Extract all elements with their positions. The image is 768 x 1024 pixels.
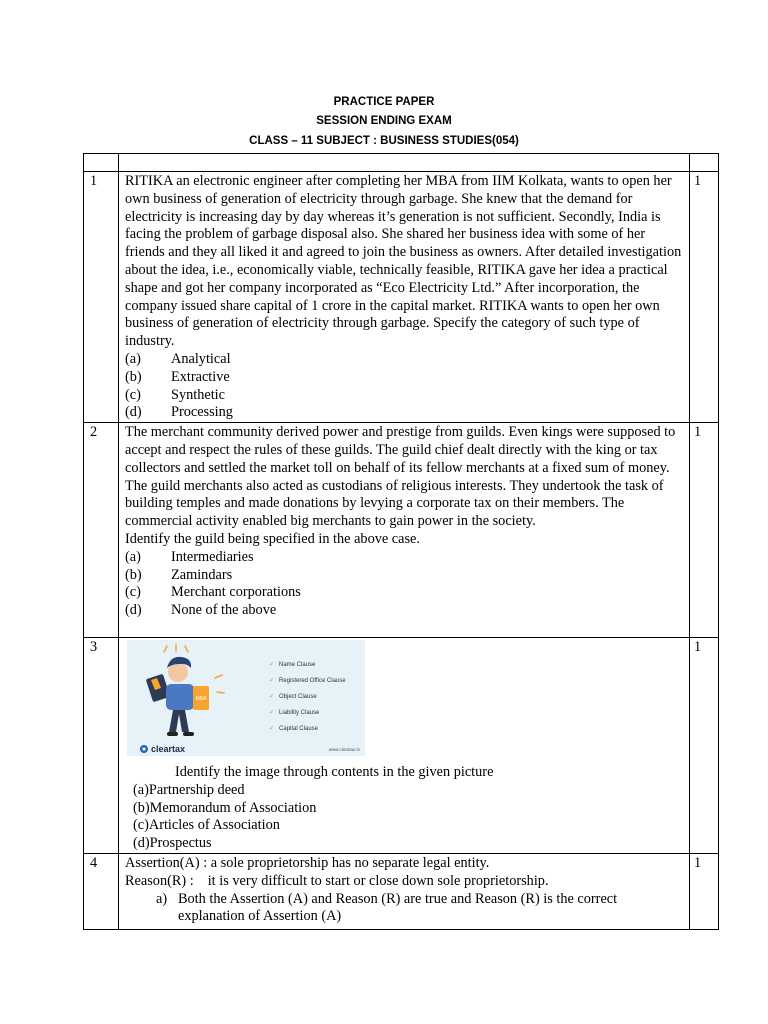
class-subject-title: CLASS – 11 SUBJECT : BUSINESS STUDIES(054) [249, 135, 519, 147]
clause-item: Liability Clause [279, 710, 320, 717]
question-number: 3 [84, 638, 119, 854]
question-text: RITIKA an electronic engineer after completing her MBA from IIM Kolkata, wants to open her own business of generation of electricity through garbage. She knew that the demand for electricity is increasing day by day whereas it’s generation is not sufficient. Secondly, India is facing the problem of garbage disposal also. She shared her business idea with some of her friends and they all liked it and agreed to join the business as owners. After detailed investigation about the idea, i.e., economically viable, technically feasible, RITIKA gave her idea a practical shape and got her company incorporated as “Eco Electricity Ltd.” After incorporation, the company issued share capital of 1 crore in the capital market. RITIKA wants to open her own business of generation of electricity through garbage. Specify the category of such type of industry. [125, 173, 682, 350]
moa-illustration-svg [127, 640, 365, 756]
question-marks: 1 [690, 172, 719, 423]
reason-line [125, 873, 684, 891]
option-text: Merchant corporations [171, 584, 301, 601]
option-d: (d)Prospectus [133, 835, 212, 852]
question-row-4 [84, 853, 719, 929]
question-number: 1 [84, 172, 119, 423]
option-text: Processing [171, 404, 233, 421]
badge-text: MBA [195, 696, 207, 703]
option-key: (c) [125, 386, 141, 403]
option-key: (a) [125, 350, 141, 367]
question-body [119, 638, 690, 854]
question-prompt: Identify the guild being specified in the above case. [125, 530, 420, 547]
paper-title: PRACTICE PAPER [333, 96, 435, 108]
option-a [125, 891, 684, 927]
reason-text: it is very difficult to start or close down sole proprietorship. [207, 872, 549, 889]
option-text: Extractive [171, 368, 230, 385]
option-b: (b)Memorandum of Association [133, 799, 317, 816]
question-row-1 [84, 172, 719, 423]
option-d [125, 602, 684, 620]
clause-item: Name Clause [279, 662, 316, 669]
question-prompt: Identify the image through contents in the given picture [175, 763, 494, 780]
case-paragraph-2: The guild merchants also acted as custodians of religious interests. They undertook the task of building temples and made donations by levying a corporate tax on their members. The commercial activity enabled big merchants to gain power in the society. [125, 477, 664, 530]
brand-url: www.cleartax.in [328, 747, 360, 753]
exam-title: SESSION ENDING EXAM [316, 115, 452, 127]
option-key: (a) [125, 548, 141, 565]
check-icon: ✓ [269, 662, 275, 669]
question-row-3 [84, 638, 719, 854]
clause-item: Registered Office Clause [279, 678, 346, 685]
question-table [83, 153, 719, 930]
case-paragraph-1: The merchant community derived power and prestige from guilds. Even kings were supposed to accept and respect the rules of these guilds. The guild chief dealt directly with the king or tax collectors and settled the market toll on behalf of its fellow merchants at a fixed sum of money. [125, 424, 676, 476]
option-key: (d) [125, 404, 142, 421]
question-body [119, 853, 690, 929]
check-icon: ✓ [269, 726, 275, 733]
option-c [125, 387, 684, 405]
option-text: Synthetic [171, 386, 226, 403]
option-text: Analytical [171, 350, 231, 367]
option-b [125, 369, 684, 387]
check-icon: ✓ [269, 694, 275, 701]
option-key: (b) [125, 566, 142, 583]
option-key: a) [156, 890, 168, 907]
empty-cell [84, 154, 119, 172]
option-c: (c)Articles of Association [133, 817, 280, 834]
option-d [125, 404, 684, 422]
question-marks: 1 [690, 423, 719, 638]
option-a [125, 351, 684, 369]
question-row-2 [84, 423, 719, 638]
moa-illustration [127, 640, 684, 762]
option-key: (c) [125, 584, 141, 601]
table-header-row [84, 154, 719, 172]
brand-text: cleartax [151, 744, 186, 755]
option-text: None of the above [171, 602, 277, 619]
empty-cell [690, 154, 719, 172]
check-icon: ✓ [269, 710, 275, 717]
option-text: Both the Assertion (A) and Reason (R) are true and Reason (R) is the correct explanation of Assertion (A) [178, 890, 618, 925]
option-text: Zamindars [171, 566, 233, 583]
empty-cell [119, 154, 690, 172]
question-number: 2 [84, 423, 119, 638]
question-body [119, 172, 690, 423]
reason-label: Reason(R) : [125, 872, 194, 889]
option-key: (d) [125, 602, 142, 619]
option-c [125, 584, 684, 602]
option-a [125, 549, 684, 567]
question-number: 4 [84, 853, 119, 929]
assertion-text: Assertion(A) : a sole proprietorship has no separate legal entity. [125, 854, 490, 871]
option-key: (b) [125, 368, 142, 385]
question-body [119, 423, 690, 638]
clause-item: Capital Clause [279, 726, 319, 733]
option-b [125, 567, 684, 585]
option-a: (a)Partnership deed [133, 781, 245, 798]
check-icon: ✓ [269, 678, 275, 685]
question-marks: 1 [690, 853, 719, 929]
question-marks: 1 [690, 638, 719, 854]
option-text: Intermediaries [171, 548, 254, 565]
clause-item: Object Clause [279, 694, 317, 701]
